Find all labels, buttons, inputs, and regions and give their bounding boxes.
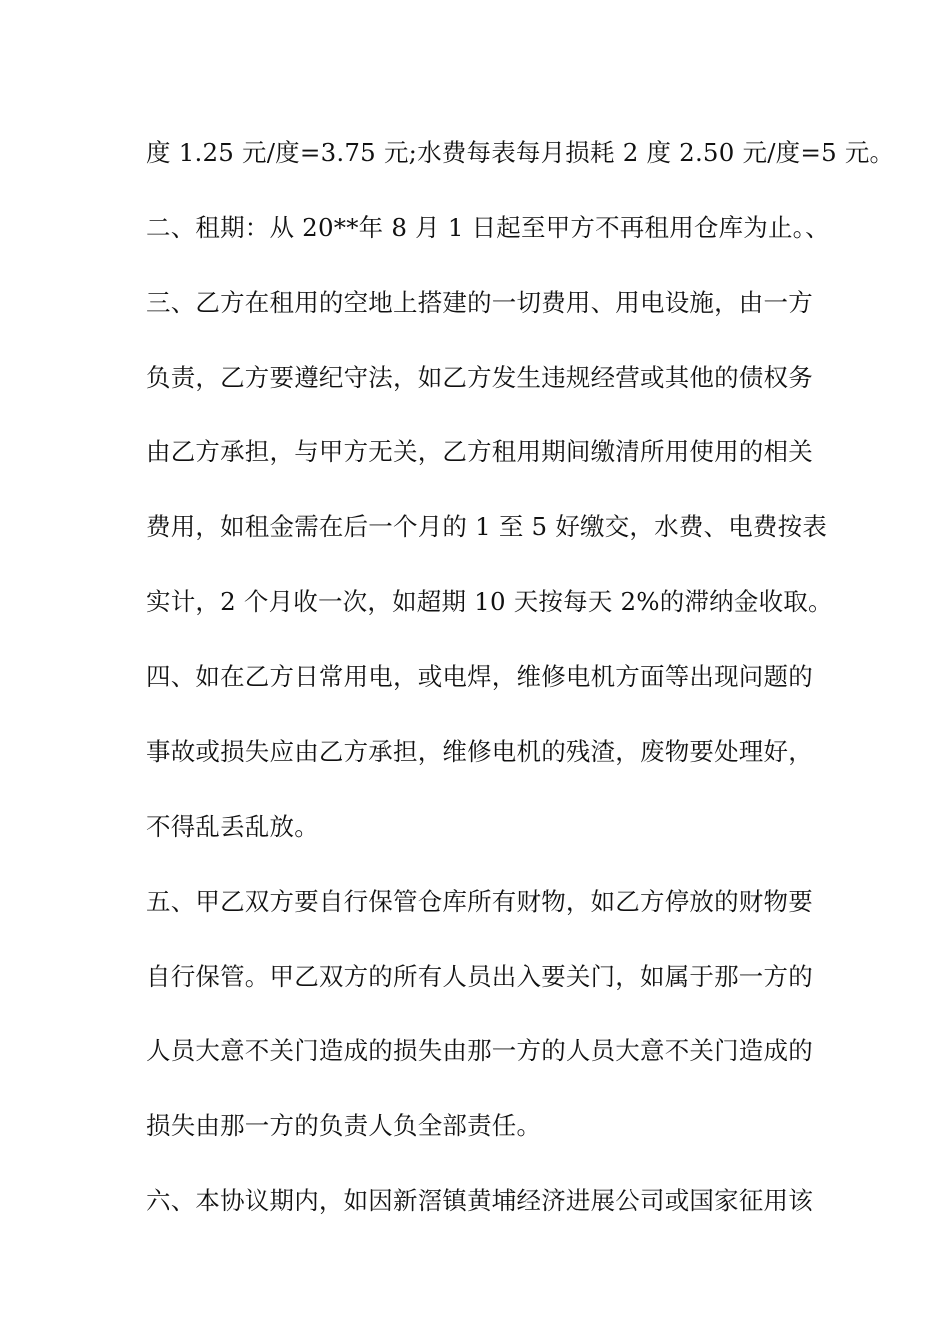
text-line-clause-six-start: 六、本协议期内，如因新滘镇黄埔经济进展公司或国家征用该 [146,1186,813,1215]
text-line-clause-five: 人员大意不关门造成的损失由那一方的人员大意不关门造成的 [146,1036,813,1065]
text-line-clause-four-start: 四、如在乙方日常用电，或电焊，维修电机方面等出现问题的 [146,662,813,691]
text-line-lease-term: 二、租期：从 20**年 8 月 1 日起至甲方不再租用仓库为止。、 [146,213,830,242]
text-line-clause-three-start: 三、乙方在租用的空地上搭建的一切费用、用电设施，由一方 [146,288,813,317]
text-line-clause-four: 事故或损失应由乙方承担，维修电机的残渣，废物要处理好， [146,737,813,766]
text-line-clause-five-end: 损失由那一方的负责人负全部责任。 [146,1111,542,1140]
text-line-clause-three-end: 实计，2 个月收一次，如超期 10 天按每天 2%的滞纳金收取。 [146,587,833,616]
text-line-utility-fees: 度 1.25 元/度=3.75 元;水费每表每月损耗 2 度 2.50 元/度=5 元。 [146,138,895,167]
text-line-clause-three: 负责，乙方要遵纪守法，如乙方发生违规经营或其他的债权务 [146,363,813,392]
text-line-clause-five-start: 五、甲乙双方要自行保管仓库所有财物，如乙方停放的财物要 [146,887,813,916]
text-line-clause-three: 由乙方承担，与甲方无关，乙方租用期间缴清所用使用的相关 [146,437,813,466]
text-line-clause-five: 自行保管。甲乙双方的所有人员出入要关门，如属于那一方的 [146,962,813,991]
text-line-clause-four-end: 不得乱丢乱放。 [146,812,319,841]
text-line-clause-three: 费用，如租金需在后一个月的 1 至 5 好缴交，水费、电费按表 [146,512,828,541]
